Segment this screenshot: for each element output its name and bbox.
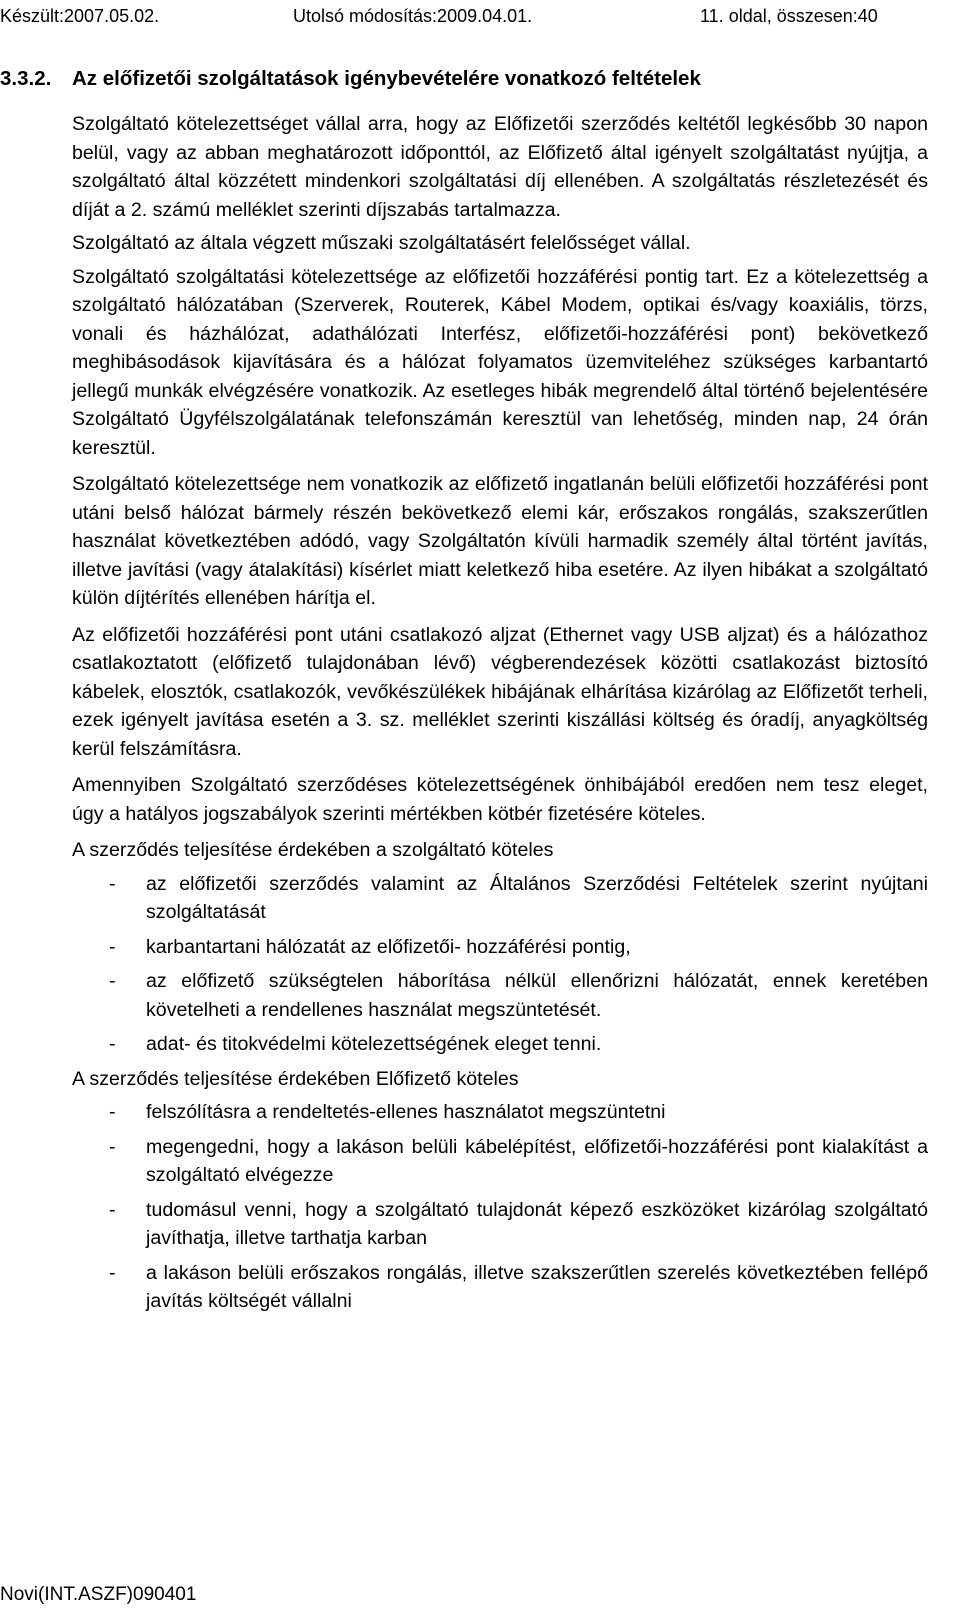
dash-marker: - bbox=[109, 1101, 116, 1123]
paragraph: Szolgáltató kötelezettsége nem vonatkozik az előfizető ingatlanán belüli előfizetői hozzáférési pont utáni belső hálózat bármely részén bekövetkező elemi kár, erőszakos rongálás, szakszerűtlen használat következtében adódó, vagy Szolgáltatón kívüli harmadik személy által történt javítás, illetve javítási (vagy átalakítási) kísérlet miatt keletkező hiba esetére. Az ilyen hibákat a szolgáltató külön díjtérítés ellenében hárítja el. bbox=[72, 473, 928, 609]
page-info: 11. oldal, összesen:40 bbox=[700, 6, 878, 26]
modified-date: Utolsó módosítás:2009.04.01. bbox=[293, 6, 533, 26]
page-footer bbox=[0, 1582, 196, 1608]
list-item bbox=[72, 967, 928, 1024]
section-title: Az előfizetői szolgáltatások igénybevételére vonatkozó feltételek bbox=[72, 67, 701, 90]
paragraph: Amennyiben Szolgáltató szerződéses kötelezettségének önhibájából eredően nem tesz eleget, úgy a hatályos jogszabályok szerinti mértékben kötbér fizetésére köteles. bbox=[72, 774, 928, 825]
subscriber-obligations-intro: A szerződés teljesítése érdekében Előfizető köteles bbox=[72, 1067, 519, 1090]
list-item-text: felszólításra a rendeltetés-ellenes használatot megszüntetni bbox=[146, 1101, 666, 1123]
list-item-text: megengedni, hogy a lakáson belüli kábelépítést, előfizetői-hozzáférési pont kialakítást a szolgáltató elvégezze bbox=[146, 1135, 928, 1186]
section-number: 3.3.2. bbox=[0, 67, 52, 90]
provider-obligations-intro: A szerződés teljesítése érdekében a szolgáltató köteles bbox=[72, 839, 554, 861]
document-body bbox=[72, 110, 928, 1322]
list-item bbox=[72, 1098, 928, 1127]
dash-marker: - bbox=[109, 1033, 116, 1055]
dash-marker: - bbox=[109, 1261, 116, 1284]
section-heading bbox=[0, 66, 701, 92]
list-item-text: az előfizető szükségtelen háborítása nélkül ellenőrizni hálózatát, ennek keretében követelheti a rendellenes használat megszüntetését. bbox=[146, 970, 928, 1021]
list-item bbox=[72, 933, 928, 962]
list-item bbox=[72, 1196, 928, 1253]
list-item bbox=[72, 1259, 928, 1316]
list-item-text: az előfizetői szerződés valamint az Általános Szerződési Feltételek szerint nyújtani szolgáltatását bbox=[146, 872, 928, 923]
list-item bbox=[72, 1133, 928, 1190]
list-item bbox=[72, 1030, 928, 1059]
list-item-text: tudomásul venni, hogy a szolgáltató tulajdonát képező eszközöket kizárólag szolgáltató javíthatja, illetve tarthatja karban bbox=[146, 1198, 928, 1249]
document-id: Novi(INT.ASZF)090401 bbox=[0, 1584, 197, 1605]
list-item-text: a lakáson belüli erőszakos rongálás, illetve szakszerűtlen szerelés következtében fellépő javítás költségét vállalni bbox=[146, 1261, 928, 1312]
page-header bbox=[0, 4, 960, 34]
dash-marker: - bbox=[109, 1198, 116, 1221]
created-date: Készült:2007.05.02. bbox=[0, 6, 160, 26]
dash-marker: - bbox=[109, 970, 116, 992]
paragraph: Szolgáltató szolgáltatási kötelezettsége az előfizetői hozzáférési pontig tart. Ez a kötelezettség a szolgáltató hálózatában (Szerverek, Routerek, Kábel Modem, optikai és/vagy koaxiális, törzs, vonali és házhálózat, adathálózati Interfész, előfizetői-hozzáférési pont) bekövetkező meghibásodások kijavítására és a hálózat folyamatos üzemviteléhez szükséges karbantartó jellegű munkák elvégzésére vonatkozik. Az esetleges hibák megrendelő által történő bejelentésére Szolgáltató Ügyfélszolgálatának telefonszámán keresztül van lehetőség, minden nap, 24 órán keresztül. bbox=[72, 265, 928, 459]
dash-marker: - bbox=[109, 872, 116, 895]
list-item bbox=[72, 870, 928, 927]
paragraph: Szolgáltató kötelezettséget vállal arra, hogy az Előfizetői szerződés keltétől legkésőbb 30 napon belül, vagy az abban meghatározott időponttól, az Előfizető által igényelt szolgáltatást nyújtja, a szolgáltató által közzétett mindenkori szolgáltatási díj ellenében. A szolgáltatás részletezését és díját a 2. számú melléklet szerinti díjszabás tartalmazza. bbox=[72, 113, 928, 221]
subscriber-obligations-list bbox=[72, 1098, 928, 1316]
list-item-text: adat- és titokvédelmi kötelezettségének eleget tenni. bbox=[146, 1033, 602, 1055]
dash-marker: - bbox=[109, 1135, 116, 1158]
paragraph: Az előfizetői hozzáférési pont utáni csatlakozó aljzat (Ethernet vagy USB aljzat) és a hálózathoz csatlakoztatott (előfizető tulajdonában lévő) végberendezések közötti csatlakozást biztosító kábelek, elosztók, csatlakozók, vevőkészülékek hibájának elhárítása kizárólag az Előfizetőt terheli, ezek igényelt javítása esetén a 3. sz. melléklet szerinti kiszállási költség és óradíj, anyagköltség kerül felszámításra. bbox=[72, 623, 928, 760]
paragraph: Szolgáltató az általa végzett műszaki szolgáltatásért felelősséget vállal. bbox=[72, 232, 691, 254]
list-item-text: karbantartani hálózatát az előfizetői- hozzáférési pontig, bbox=[146, 935, 631, 958]
provider-obligations-list bbox=[72, 870, 928, 1059]
dash-marker: - bbox=[109, 935, 116, 958]
